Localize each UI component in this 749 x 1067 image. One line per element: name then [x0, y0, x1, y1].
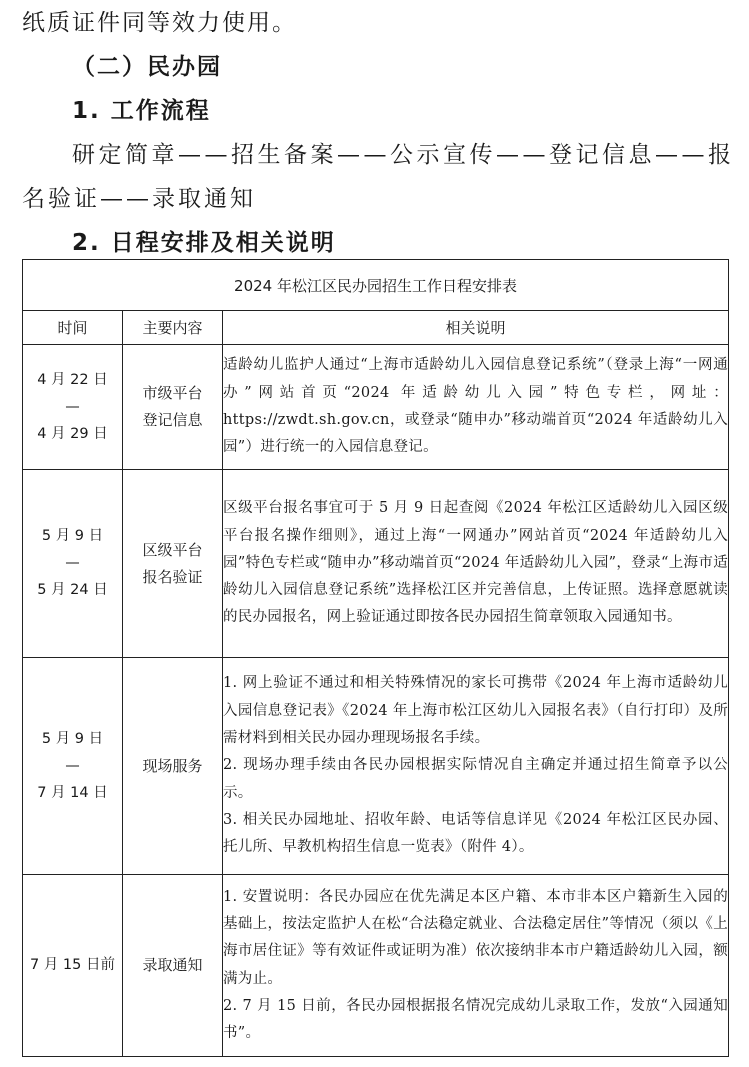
description-paragraph: 适龄幼儿监护人通过“上海市适龄幼儿入园信息登记系统”（登录上海“一网通办”网站首页“2024 年适龄幼儿入园”特色专栏，网址：https://zwdt.sh.gov.cn，或登录“随申办”移动端首页“2024 年适龄幼儿入园”）进行统一的入园信息登记。 — [223, 357, 729, 456]
time-start: 5 月 9 日 — [41, 730, 104, 747]
time-end: 5 月 24 日 — [37, 582, 108, 598]
subheading-workflow: 1. 工作流程 — [72, 98, 211, 124]
time-end: 4 月 29 日 — [37, 425, 108, 442]
table-title-row — [23, 260, 729, 311]
time-cell — [23, 345, 123, 470]
time-end: 7 月 14 日 — [37, 784, 108, 801]
schedule-table — [22, 259, 729, 1057]
table-header-row — [23, 311, 729, 345]
description-cell — [223, 658, 729, 875]
time-cell — [23, 875, 123, 1057]
table-row — [23, 658, 729, 875]
description-paragraph: 3. 相关民办园地址、招收年龄、电话等信息详见《2024 年松江区民办园、托儿所、早教机构招生信息一览表》（附件 4）。 — [223, 811, 729, 856]
description-cell — [223, 345, 729, 470]
time-dash: — — [65, 757, 80, 774]
continued-text: 纸质证件同等效力使用。 — [22, 10, 297, 36]
content-cell — [123, 658, 223, 875]
content-line: 报名验证 — [142, 567, 203, 586]
description-cell — [223, 875, 729, 1057]
table-row — [23, 470, 729, 658]
content-line: 区级平台 — [142, 540, 203, 559]
description-paragraph: 2. 7 月 15 日前，各民办园根据报名情况完成幼儿录取工作，发放“入园通知书”。 — [223, 997, 729, 1042]
description-paragraph: 1. 安置说明：各民办园应在优先满足本区户籍、本市非本区户籍新生入园的基础上，按法定监护人在松“合法稳定就业、合法稳定居住”等情况（须以《上海市居住证》等有效证件或证明为准）依次接纳非本市户籍适龄幼儿入园，额满为止。 — [223, 888, 729, 987]
workflow-text-line-2: 名验证——录取通知 — [22, 186, 256, 212]
section-heading: （二）民办园 — [72, 54, 222, 80]
content-cell — [123, 345, 223, 470]
description-paragraph: 2. 现场办理手续由各民办园根据实际情况自主确定并通过招生简章予以公示。 — [223, 757, 729, 801]
time-cell — [23, 658, 123, 875]
description-cell — [223, 470, 729, 658]
time-dash: — — [65, 398, 80, 415]
description-paragraph: 1. 网上验证不通过和相关特殊情况的家长可携带《2024 年上海市适龄幼儿入园信息登记表》《2024 年上海市松江区幼儿入园报名表》（自行打印）及所需材料到相关民办园办理现场报名手续。 — [223, 675, 729, 747]
content-cell — [123, 875, 223, 1057]
header-content: 主要内容 — [123, 311, 223, 345]
time-dash: — — [65, 555, 80, 571]
subheading-schedule: 2. 日程安排及相关说明 — [72, 230, 336, 256]
description-paragraph: 区级平台报名事宜可于 5 月 9 日起查阅《2024 年松江区适龄幼儿入园区级平台报名操作细则》，通过上海“一网通办”网站首页“2024 年适龄幼儿入园”特色专栏或“随申办”移动端首页“2024 年适龄幼儿入园”，登录“上海市适龄幼儿入园信息登记系统”选择松江区并完善信息，上传证照。选择意愿就读的民办园报名，网上验证通过即按各民办园招生简章领取入园通知书。 — [223, 500, 729, 626]
time-start: 4 月 22 日 — [37, 371, 108, 388]
table-row — [23, 875, 729, 1057]
time-deadline: 7 月 15 日前 — [29, 957, 115, 973]
content-line: 现场服务 — [142, 756, 203, 775]
content-cell — [123, 470, 223, 658]
time-start: 5 月 9 日 — [41, 528, 104, 544]
workflow-text-line-1: 研定简章——招生备案——公示宣传——登记信息——报 — [72, 142, 735, 168]
content-line: 登记信息 — [142, 411, 203, 429]
content-line: 市级平台 — [142, 384, 203, 402]
time-cell — [23, 470, 123, 658]
content-line: 录取通知 — [142, 956, 203, 974]
table-row — [23, 345, 729, 470]
header-description: 相关说明 — [223, 311, 729, 345]
header-time: 时间 — [23, 311, 123, 345]
table-title: 2024 年松江区民办园招生工作日程安排表 — [23, 260, 729, 311]
